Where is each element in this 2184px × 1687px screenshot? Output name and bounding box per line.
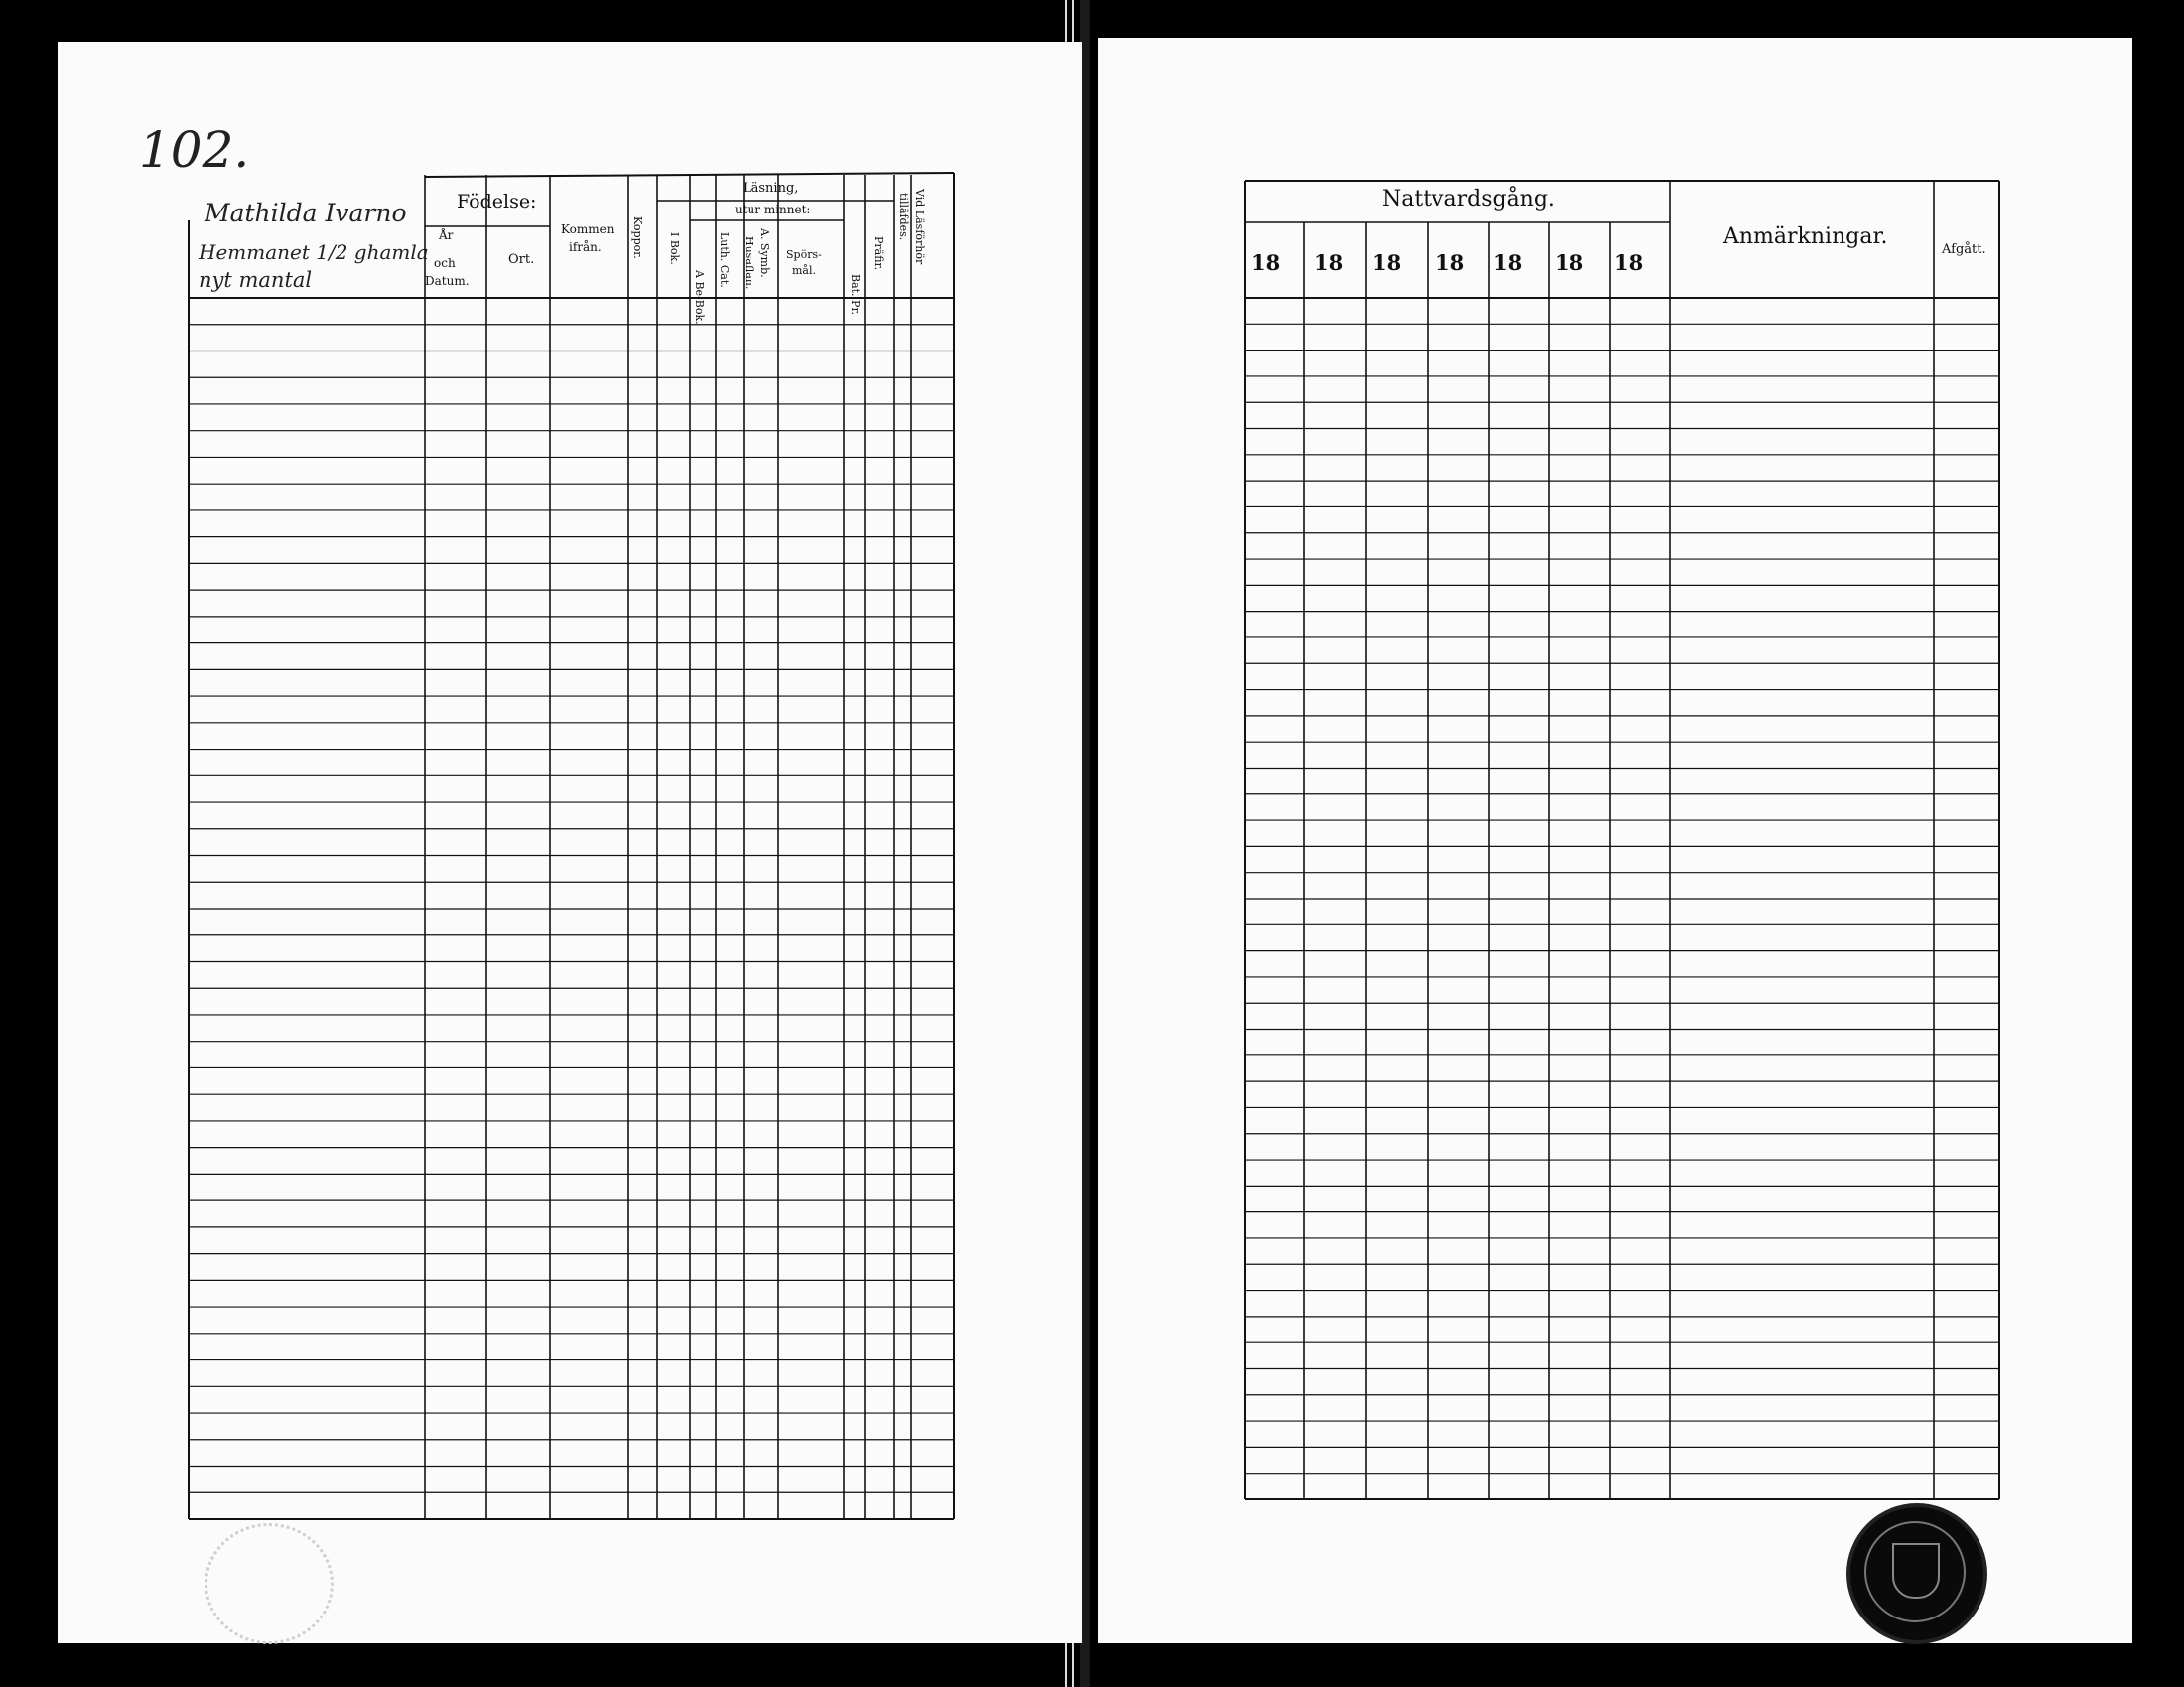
year-header-2: 18: [1314, 250, 1344, 275]
header-kommen: Kommen: [561, 222, 614, 236]
page-number: 102.: [139, 121, 250, 179]
archive-seal: [1846, 1503, 1987, 1644]
header-ort: Ort.: [508, 252, 535, 267]
header-nattvardsgang: Nattvardsgång.: [1382, 187, 1555, 211]
coat-of-arms-icon: [1892, 1543, 1940, 1599]
right-register-grid: [1098, 38, 2132, 1643]
year-header-3: 18: [1372, 250, 1402, 275]
handwritten-mantal: nyt mantal: [199, 268, 313, 292]
header-datum: Datum.: [425, 274, 470, 288]
header-ar: År: [439, 228, 454, 242]
year-header-1: 18: [1251, 250, 1281, 275]
header-och: och: [434, 256, 456, 270]
year-header-4: 18: [1435, 250, 1465, 275]
header-a-symb: A. Symb.: [758, 228, 771, 278]
handwritten-name: Mathilda Ivarno: [205, 199, 407, 227]
header-koppor: Koppor.: [631, 216, 644, 259]
header-lasning: Läsning,: [743, 181, 799, 196]
header-anmarkningar: Anmärkningar.: [1723, 224, 1888, 249]
right-page: [1098, 38, 2132, 1643]
header-spors: Spörs-: [786, 248, 822, 261]
handwritten-homestead: Hemmanet 1/2 ghamla: [199, 240, 429, 264]
left-page: [58, 42, 1082, 1643]
header-bat-pr: Bat. Pr.: [849, 274, 862, 316]
header-husaflan: Husaflan.: [743, 236, 755, 290]
header-i-bok: I Bok.: [668, 232, 681, 265]
year-header-5: 18: [1493, 250, 1523, 275]
year-header-7: 18: [1614, 250, 1644, 275]
header-prafir: Präfir.: [872, 236, 885, 271]
header-tillafdes: tilläfdes.: [897, 193, 910, 241]
header-afgatt: Afgått.: [1942, 242, 1986, 257]
header-utur-minnet: utur minnet:: [735, 203, 811, 216]
header-ifran: ifrån.: [569, 240, 602, 254]
header-luth-cat: Luth. Cat.: [718, 232, 731, 288]
year-header-6: 18: [1555, 250, 1584, 275]
header-fodelse: Födelse:: [457, 191, 537, 212]
header-vid-lasforhor: Vid Läsförhör: [913, 189, 926, 265]
header-mal: mål.: [792, 264, 817, 277]
header-a-be-bok: A Be-Bok.: [693, 270, 706, 325]
faded-stamp: [205, 1523, 334, 1644]
